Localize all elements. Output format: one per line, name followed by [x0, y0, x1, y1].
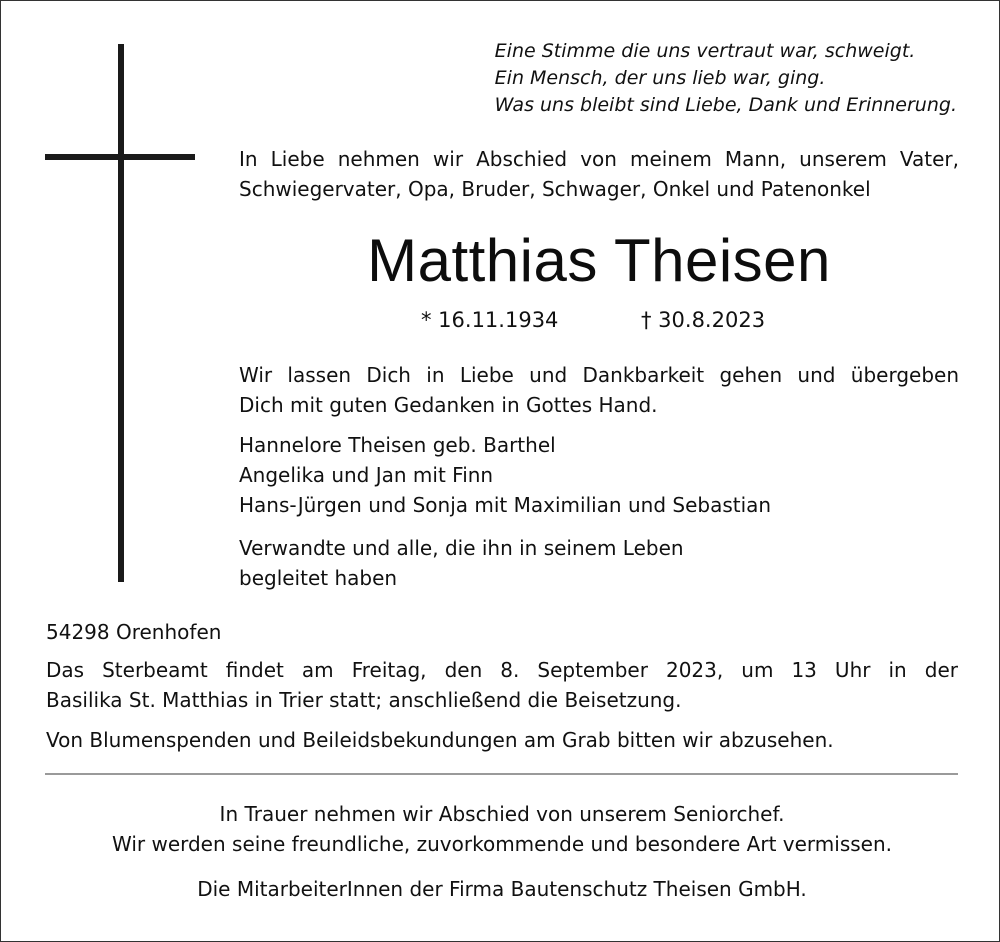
service-line: Basilika St. Matthias in Trier statt; anschließend die Beisetzung. — [46, 688, 682, 712]
flowers-note: Von Blumenspenden und Beileidsbekundungen am Grab bitten wir abzusehen. — [46, 728, 834, 752]
farewell-line: Dich mit guten Gedanken in Gottes Hand. — [239, 393, 658, 417]
company-signature: Die MitarbeiterInnen der Firma Bautenschutz Theisen GmbH. — [197, 877, 807, 901]
mourner: Hans-Jürgen und Sonja mit Maximilian und Sebastian — [239, 493, 772, 517]
poem-line: Ein Mensch, der uns lieb war, ging. — [494, 67, 826, 89]
intro-line: In Liebe nehmen wir Abschied von meinem Mann, unserem Vater, — [239, 147, 959, 171]
poem — [495, 38, 957, 119]
company-message — [46, 799, 958, 859]
mourner: Angelika und Jan mit Finn — [239, 463, 494, 487]
birth-date: * 16.11.1934 — [421, 308, 559, 332]
poem-line: Eine Stimme die uns vertraut war, schweigt. — [494, 40, 916, 62]
death-date: † 30.8.2023 — [641, 308, 766, 332]
intro-line: Schwiegervater, Opa, Bruder, Schwager, Onkel und Patenonkel — [239, 177, 871, 201]
deceased-name: Matthias Theisen — [367, 227, 831, 294]
company-line: In Trauer nehmen wir Abschied von unserem Seniorchef. — [219, 802, 785, 826]
relatives-line: begleitet haben — [239, 566, 398, 590]
mourner: Hannelore Theisen geb. Barthel — [239, 433, 556, 457]
service-line: Das Sterbeamt findet am Freitag, den 8. September 2023, um 13 Uhr in der — [46, 658, 958, 682]
cross-icon-horizontal-bar — [45, 154, 195, 160]
intro-text — [239, 144, 959, 204]
address: 54298 Orenhofen — [46, 620, 222, 644]
farewell-line: Wir lassen Dich in Liebe und Dankbarkeit gehen und übergeben — [239, 363, 959, 387]
poem-line: Was uns bleibt sind Liebe, Dank und Erinnerung. — [494, 94, 957, 116]
divider — [45, 773, 958, 775]
relatives-text — [239, 533, 959, 593]
cross-icon-vertical-bar — [118, 44, 124, 582]
service-info — [46, 655, 958, 715]
mourners-list — [239, 430, 959, 520]
relatives-line: Verwandte und alle, die ihn in seinem Leben — [239, 536, 684, 560]
company-line: Wir werden seine freundliche, zuvorkommende und besondere Art vermissen. — [111, 832, 893, 856]
farewell-text — [239, 360, 959, 420]
